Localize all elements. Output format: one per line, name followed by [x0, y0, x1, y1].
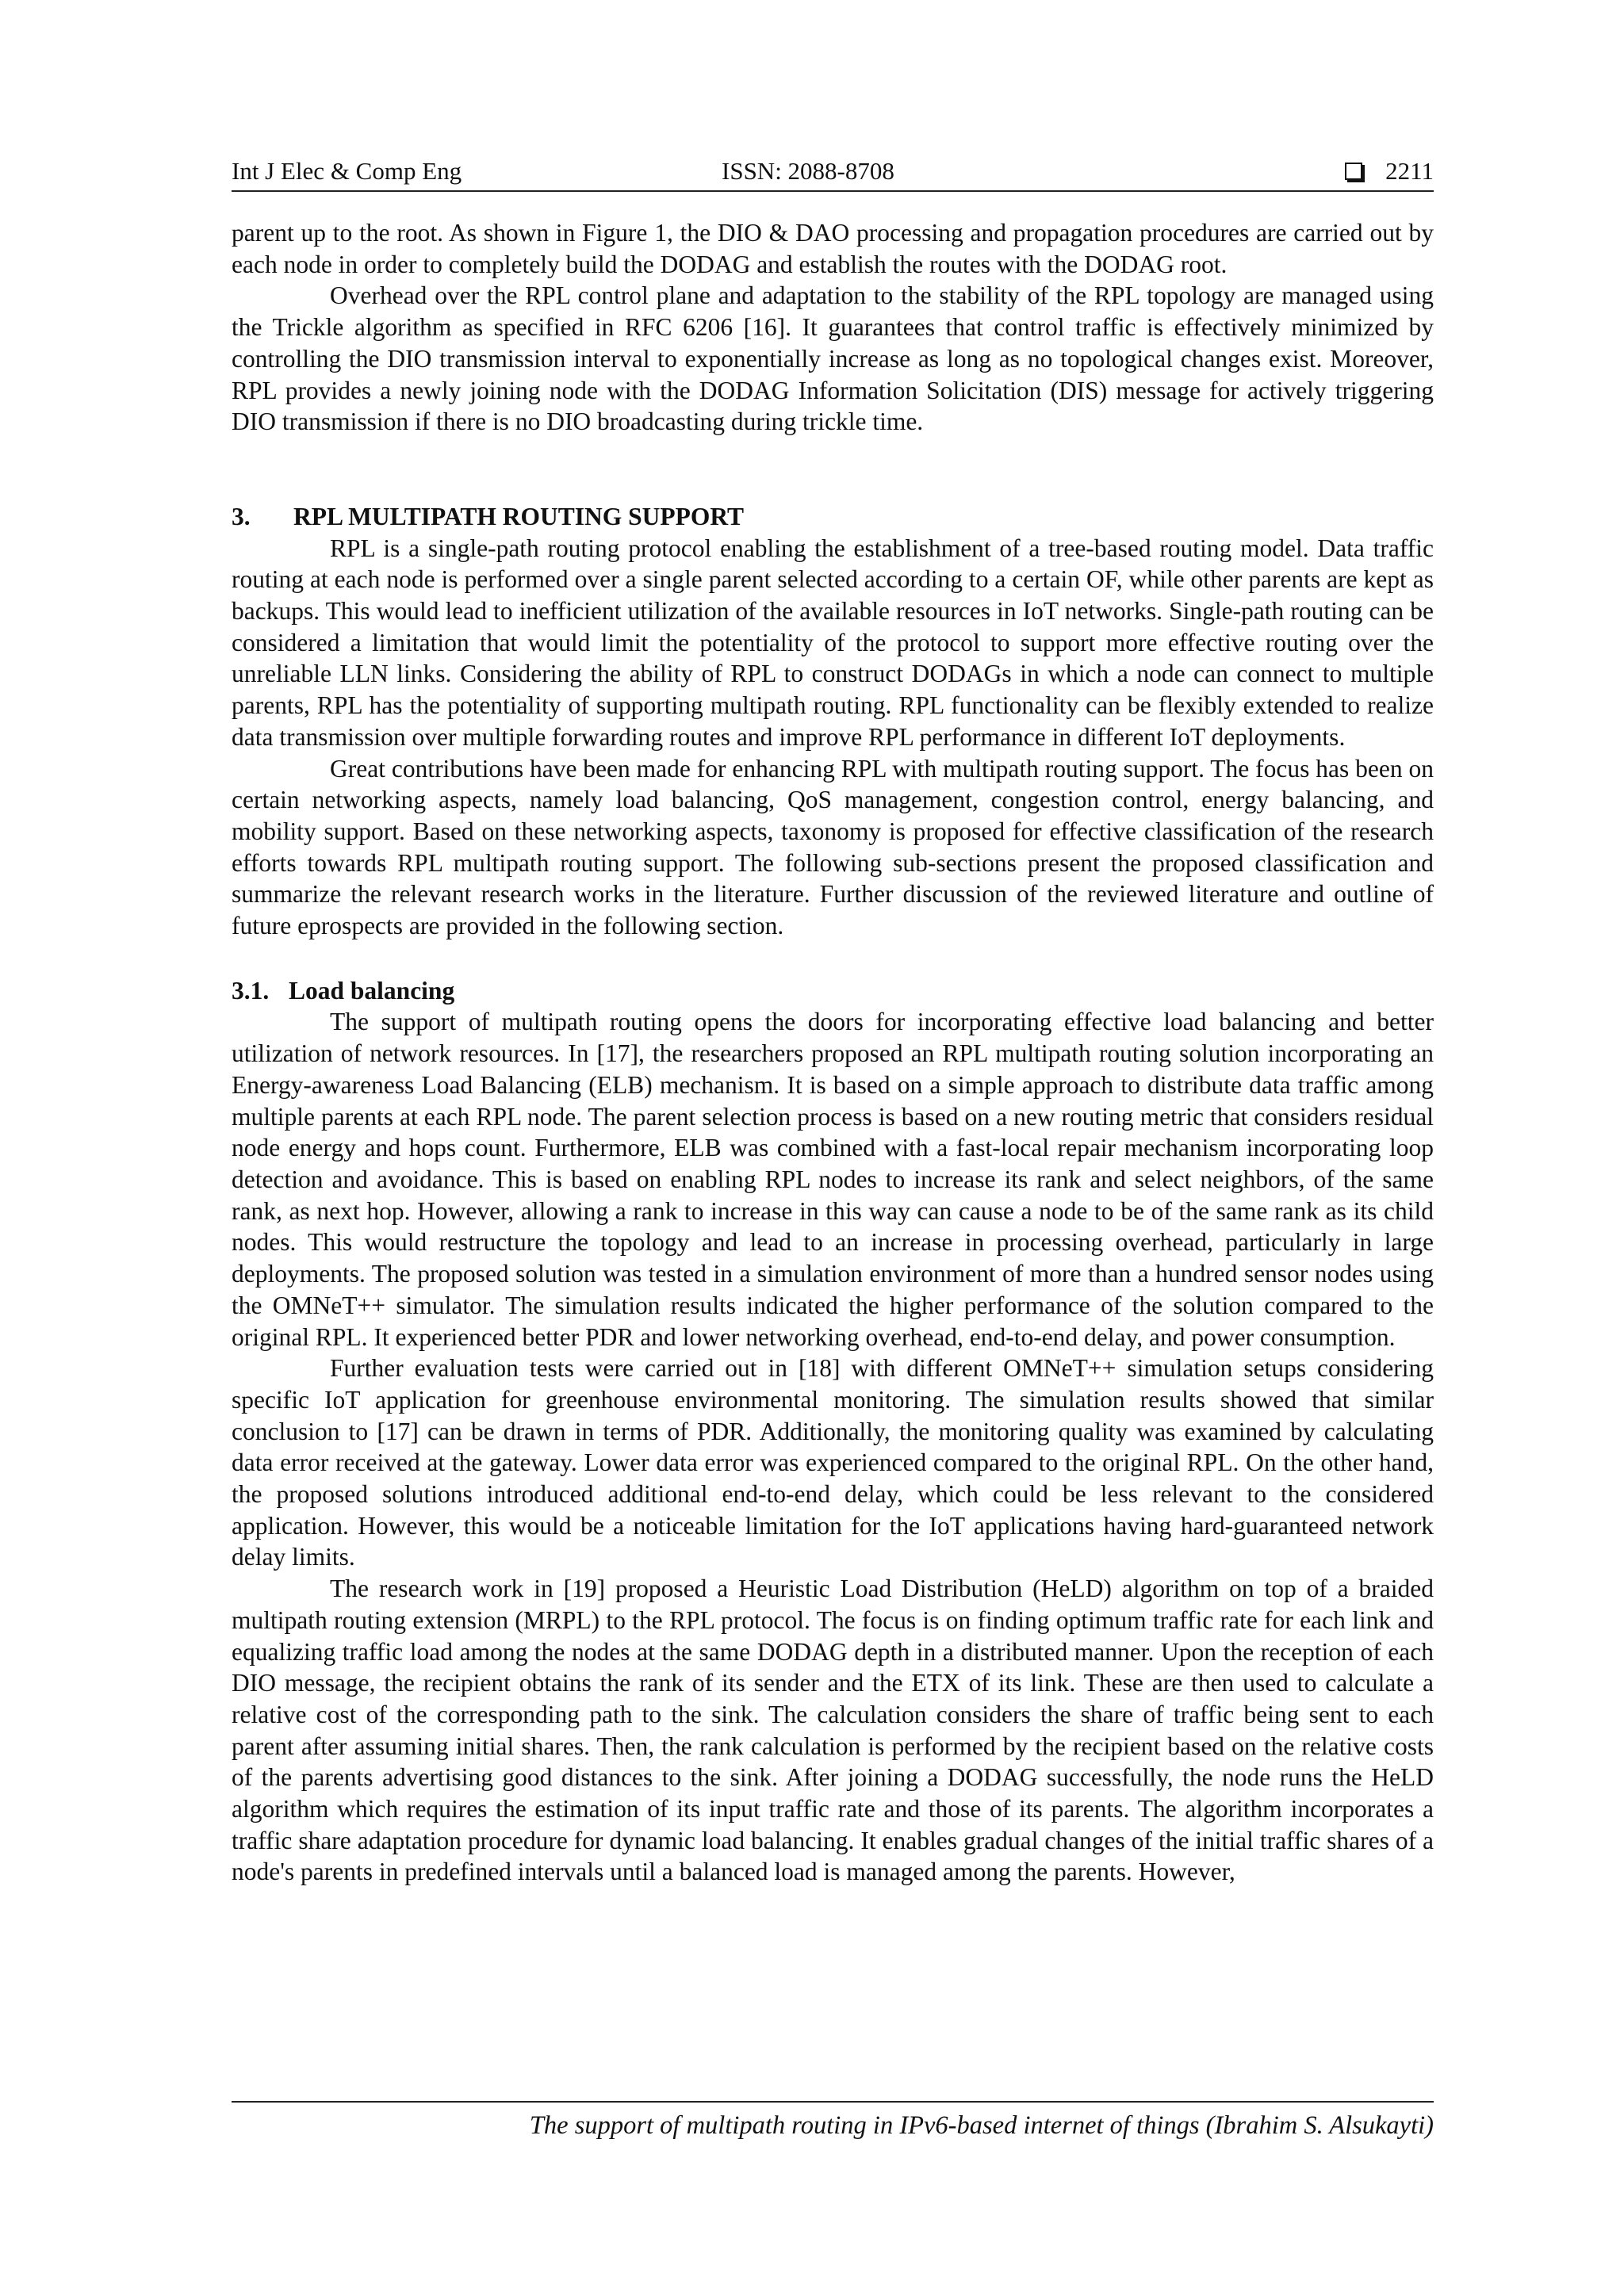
section-3-heading	[232, 501, 1434, 533]
subsection-3-1-paragraph-1: The support of multipath routing opens the doors for incorporating effective load balancing and better utilization of network resources. In [17], the researchers proposed an RPL multipath routing solution incorporating an Energy-awareness Load Balancing (ELB) mechanism. It is based on a simple approach to distribute data traffic among multiple parents at each RPL node. The parent selection process is based on a new routing metric that considers residual node energy and hops count. Furthermore, ELB was combined with a fast-local repair mechanism incorporating loop detection and avoidance. This is based on enabling RPL nodes to increase its rank and select neighbors, of the same rank, as next hop. However, allowing a rank to increase in this way can cause a node to be of the same rank as its child nodes. This would restructure the topology and lead to an increase in processing overhead, particularly in large deployments. The proposed solution was tested in a simulation environment of more than a hundred sensor nodes using the OMNeT++ simulator. The simulation results indicated the higher performance of the solution compared to the original RPL. It experienced better PDR and lower networking overhead, end-to-end delay, and power consumption.	[232, 1008, 1434, 1351]
subsection-3-1-paragraph-2: Further evaluation tests were carried out in [18] with different OMNeT++ simulation setups considering specific IoT application for greenhouse environmental monitoring. The simulation results showed that similar conclusion to [17] can be drawn in terms of PDR. Additionally, the monitoring quality was examined by calculating data error received at the gateway. Lower data error was experienced compared to the original RPL. On the other hand, the proposed solutions introduced additional end-to-end delay, which could be less relevant to the considered application. However, this would be a noticeable limitation for the IoT applications having hard-guaranteed network delay limits.	[232, 1354, 1434, 1571]
paragraph-continuation: parent up to the root. As shown in Figure 1, the DIO & DAO processing and propagation procedures are carried out by each node in order to completely build the DODAG and establish the routes with the DODAG root.	[232, 219, 1434, 278]
main-content	[232, 217, 1434, 1888]
subsection-3-1-paragraph-3: The research work in [19] proposed a Heuristic Load Distribution (HeLD) algorithm on top of a braided multipath routing extension (MRPL) to the RPL protocol. The focus is on finding optimum traffic rate for each link and equalizing traffic load among the nodes at the same DODAG depth in a distributed manner. Upon the reception of each DIO message, the recipient obtains the rank of its sender and the ETX of its link. These are then used to calculate a relative cost of the corresponding path to the sink. The calculation considers the share of traffic being sent to each parent after assuming initial shares. Then, the rank calculation is performed by the recipient based on the relative costs of the parents advertising good distances to the sink. After joining a DODAG successfully, the node runs the HeLD algorithm which requires the estimation of its input traffic rate and those of its parents. The algorithm incorporates a traffic share adaptation procedure for dynamic load balancing. It enables gradual changes of the initial traffic shares of a node's parents in predefined intervals until a balanced load is managed among the parents. However,	[232, 1575, 1434, 1886]
section-3-paragraph-2: Great contributions have been made for enhancing RPL with multipath routing support. The focus has been on certain networking aspects, namely load balancing, QoS management, congestion control, energy balancing, and mobility support. Based on these networking aspects, taxonomy is proposed for effective classification of the research efforts towards RPL multipath routing support. The following sub-sections present the proposed classification and summarize the relevant research works in the literature. Further discussion of the reviewed literature and outline of future eprospects are provided in the following section.	[232, 754, 1434, 940]
section-number: 3.	[232, 502, 251, 530]
paragraph-trickle: Overhead over the RPL control plane and adaptation to the stability of the RPL topology are managed using the Trickle algorithm as specified in RFC 6206 [16]. It guarantees that control traffic is effectively minimized by controlling the DIO transmission interval to exponentially increase as long as no topological changes exist. Moreover, RPL provides a newly joining node with the DODAG Information Solicitation (DIS) message for actively triggering DIO transmission if there is no DIO broadcasting during trickle time.	[232, 281, 1434, 436]
section-title: RPL MULTIPATH ROUTING SUPPORT	[293, 502, 744, 530]
issn-label: ISSN: 2088-8708	[722, 157, 894, 185]
section-3-paragraph-1: RPL is a single-path routing protocol enabling the establishment of a tree-based routing model. Data traffic routing at each node is performed over a single parent selected according to a certain OF, while other parents are kept as backups. This would lead to inefficient utilization of the available resources in IoT networks. Single-path routing can be considered a limitation that would limit the potentiality of the protocol to support more effective routing over the unreliable LLN links. Considering the ability of RPL to construct DODAGs in which a node can connect to multiple parents, RPL has the potentiality of supporting multipath routing. RPL functionality can be flexibly extended to realize data transmission over multiple forwarding routes and improve RPL performance in different IoT deployments.	[232, 534, 1434, 751]
journal-name: Int J Elec & Comp Eng	[232, 157, 462, 185]
page-number: 2211	[1385, 157, 1434, 185]
subsection-number: 3.1.	[232, 976, 270, 1004]
subsection-3-1-heading	[232, 975, 1434, 1007]
footer-divider	[232, 2101, 1434, 2103]
running-footer: The support of multipath routing in IPv6-based internet of things (Ibrahim S. Alsukayti)	[529, 2111, 1434, 2140]
page-header	[232, 155, 1434, 192]
subsection-title: Load balancing	[289, 976, 455, 1004]
hollow-square-icon	[1345, 163, 1362, 180]
